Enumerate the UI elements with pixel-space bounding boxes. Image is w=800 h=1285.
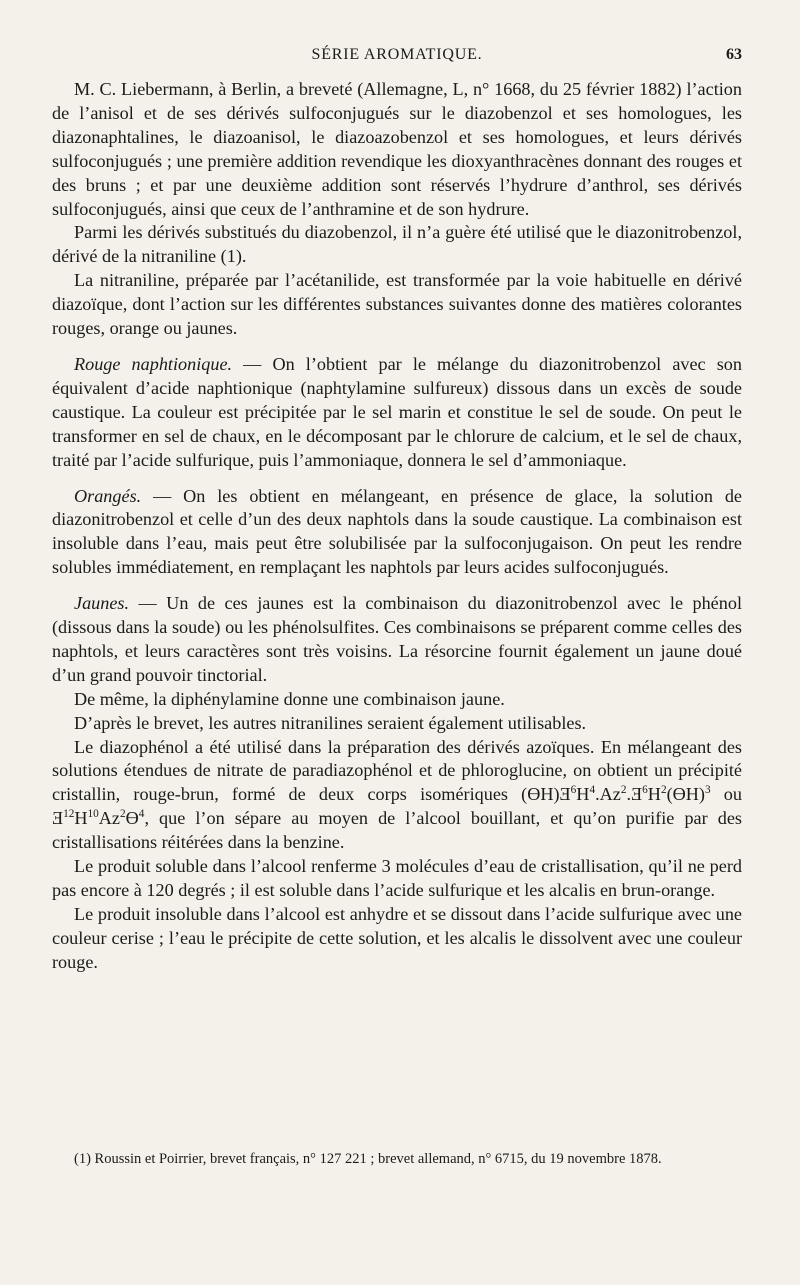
formula-sup: 4: [138, 808, 145, 821]
formula-sup: 3: [704, 784, 711, 797]
paragraph-produit-soluble: Le produit soluble dans l’alcool renferme 3 molécules d’eau de cristallisation, qu’il ne perd pas encore à 120 degrés ; il est soluble dans l’acide sulfurique et les alcalis en brun-orange.: [52, 856, 742, 900]
footnote-text: (1) Roussin et Poirrier, brevet français, n° 127 221 ; brevet allemand, n° 6715, du 19 novembre 1878.: [74, 1151, 662, 1167]
formula-part: Ө: [125, 808, 139, 829]
page-number: 63: [726, 46, 742, 63]
formula-sup: 12: [63, 808, 75, 821]
text-diazophenol-a: Le diazophénol a été utilisé dans la préparation des dérivés azoïques. En mélangeant des solutions étendues de nitrate de paradiazophénol et de phloroglucine, on obtient un précipité cristallin, rouge-brun, formé de deux corps isomériques (ӨH)Ǝ: [52, 736, 742, 805]
formula-part: H: [647, 784, 661, 805]
text-oranges: — On les obtient en mélangeant, en présence de glace, la solution de diazonitrobenzol et celle d’un des deux naphtols dans la soude caustique. La combinaison est insoluble dans l’eau, mais peut être solubilisée par la sulfoconjugaison. On peut les rendre solubles immédiatement, en remplaçant les naphtols par leurs acides sulfoconjugués.: [52, 485, 742, 578]
running-title: SÉRIE AROMATIQUE.: [311, 46, 483, 63]
formula-sup: 4: [589, 784, 596, 797]
formula-part: ou Ǝ: [52, 784, 742, 829]
paragraph-produit-insoluble: Le produit insoluble dans l’alcool est anhydre et se dissout dans l’acide sulfurique avec une couleur cerise ; l’eau le précipite de cette solution, et les alcalis le dissolvent avec une couleur rouge.: [52, 903, 742, 972]
paragraph-nitranilines: D’après le brevet, les autres nitranilines seraient également utilisables.: [74, 712, 587, 733]
footnote: [52, 1150, 742, 1169]
formula-part: .Ǝ: [626, 784, 643, 805]
heading-rouge-naphtionique: Rouge naphtionique.: [74, 353, 233, 374]
text-diazophenol-b: , que l’on sépare au moyen de l’alcool bouillant, et qu’on purifie par des cristallisations réitérées dans la benzine.: [52, 808, 742, 853]
heading-oranges: Orangés.: [74, 485, 142, 506]
formula-sup: 10: [87, 808, 99, 821]
paragraph-rouge-naphtionique: [52, 353, 742, 473]
formula-sup: 2: [620, 784, 627, 797]
paragraph-nitraniline: La nitraniline, préparée par l’acétanilide, est transformée par la voie habituelle en dérivé diazoïque, dont l’action sur les différentes substances suivantes donne des matières colorantes rouges, orange ou jaunes.: [52, 270, 742, 339]
formula-part: (ӨH): [666, 784, 705, 805]
heading-jaunes: Jaunes.: [74, 593, 130, 614]
formula-part: H: [576, 784, 590, 805]
paragraph-diazonitrobenzol: Parmi les dérivés substitués du diazobenzol, il n’a guère été utilisé que le diazonitrobenzol, dérivé de la nitraniline (1).: [52, 222, 742, 267]
page-header: [52, 46, 742, 70]
paragraph-diphenylamine: De même, la diphénylamine donne une combinaison jaune.: [74, 688, 505, 709]
formula-sup: 6: [642, 784, 648, 797]
formula-sup: 2: [660, 784, 667, 797]
formula-part: H: [74, 808, 88, 829]
formula-sup: 2: [120, 808, 126, 821]
body-text: [52, 78, 742, 975]
paragraph-diazophenol: [52, 736, 742, 856]
paragraph-oranges: [52, 485, 742, 581]
text-jaunes: — Un de ces jaunes est la combinaison du diazonitrobenzol avec le phénol (dissous dans la soude) ou les phénolsulfites. Ces combinaisons se préparent comme celles des naphtols, et leurs caractères sont très voisins. La résorcine fournit également un jaune doué d’un grand pouvoir tinctorial.: [52, 593, 742, 685]
formula-part: .Az: [595, 784, 621, 805]
paragraph-jaunes: [52, 592, 742, 688]
formula-part: Az: [98, 808, 121, 829]
paragraph-liebermann-patent: M. C. Liebermann, à Berlin, a breveté (Allemagne, L, n° 1668, du 25 février 1882) l’action de l’anisol et de ses dérivés sulfoconjugués sur le diazobenzol et ses homologues, les diazonaphtalines, le diazoanisol, le diazoazobenzol et ses homologues, et leurs dérivés sulfoconjugués ; une première addition revendique les dioxyanthracènes donnant des rouges et des bruns ; et par une deuxième addition sont réservés l’hydrure d’anthrol, ses dérivés sulfoconjugués, ainsi que ceux de l’anthramine et de son hydrure.: [52, 79, 742, 219]
formula-sup: 6: [570, 784, 577, 797]
text-rouge-naphtionique: — On l’obtient par le mélange du diazonitrobenzol avec son équivalent d’acide naphtionique (naphtylamine sulfureux) dissous dans un excès de soude caustique. La couleur est précipitée par le sel marin et constitue le sel de soude. On peut le transformer en sel de chaux, en le décomposant par le chlorure de calcium, et le sel de chaux, traité par l’acide sulfurique, puis l’ammoniaque, donnera le sel d’ammoniaque.: [52, 353, 742, 470]
